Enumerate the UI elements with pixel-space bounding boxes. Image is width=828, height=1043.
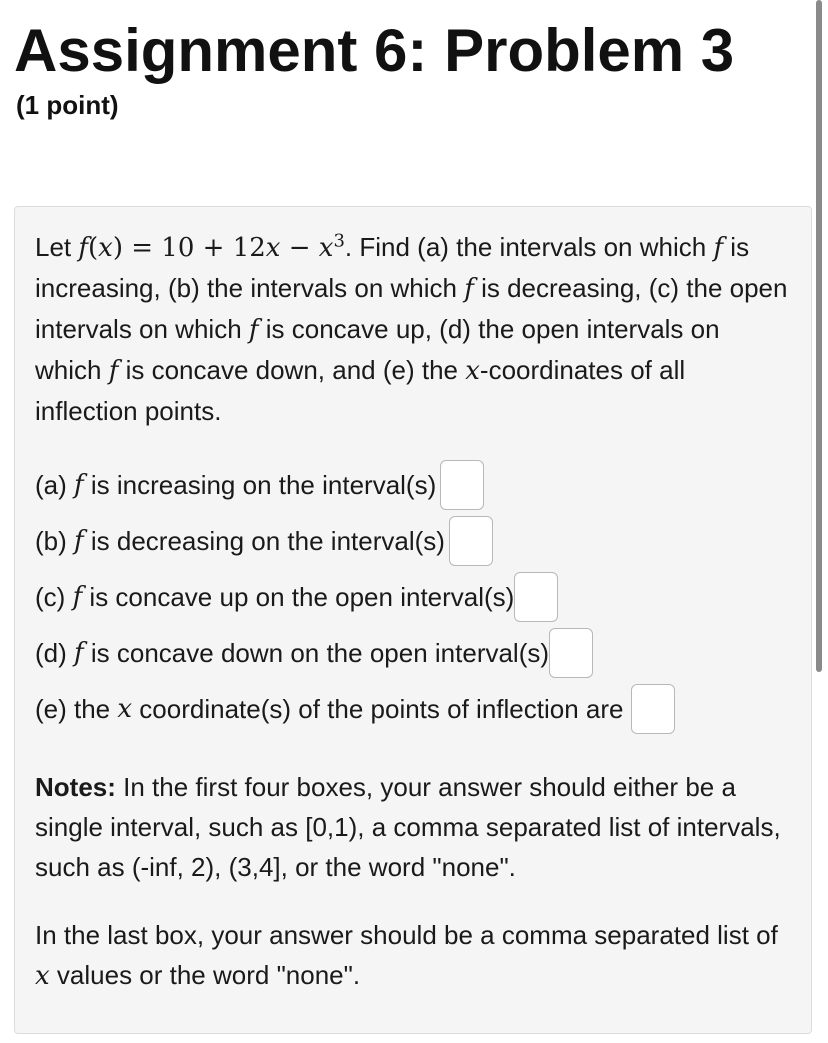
part-a-row [35,457,791,513]
f-symbol: f [248,315,259,345]
last-note-text-1: In the last box, your answer should be a comma separated list of [35,920,778,950]
notes-label: Notes: [35,772,116,802]
x-symbol: x [35,961,50,991]
f-symbol: f [74,470,84,500]
part-c-label: is concave up on the open interval(s) [89,582,515,612]
scrollbar[interactable] [816,0,822,672]
answer-input-e[interactable] [631,684,675,734]
part-b-label: is decreasing on the interval(s) [90,526,445,556]
part-a-prefix: (a) [35,470,67,500]
points-label: (1 point) [16,90,119,120]
intro-text-5: is concave down, and (e) the [125,355,458,385]
last-box-note [35,915,791,996]
answer-parts [35,457,791,737]
problem-statement [35,227,791,431]
part-a-label: is increasing on the interval(s) [90,470,437,500]
intro-let-text: Let [35,232,72,262]
f-symbol: f [74,638,84,668]
intro-text-4: is concave up, (d) the open intervals on which [35,314,720,385]
part-b-row [35,513,791,569]
intro-text-3: is decreasing, (c) the open intervals on which [35,273,788,344]
part-d-label: is concave down on the open interval(s) [90,638,550,668]
part-e-row [35,681,791,737]
intro-text-1: . Find (a) the intervals on which [344,232,707,262]
function-expression: $f(x) = 10 + 12x - x^3$ [78,230,345,263]
part-d-row [35,625,791,681]
part-c-row [35,569,791,625]
x-symbol: x [465,356,480,386]
page-title: Assignment 6: Problem 3 [14,17,735,84]
f-symbol: f [74,526,84,556]
intro-text-2: is increasing, (b) the intervals on which [35,232,750,303]
notes-text: In the first four boxes, your answer should either be a single interval, such as [0,1), a comma separated list of intervals, such as (-inf, 2), (3,4], or the word "none". [35,772,781,882]
f-symbol: f [108,356,119,386]
part-b-prefix: (b) [35,526,67,556]
answer-input-d[interactable] [549,628,593,678]
part-e-label: coordinate(s) of the points of inflection are [139,694,624,724]
notes-paragraph [35,767,791,887]
answer-input-c[interactable] [514,572,558,622]
part-c-prefix: (c) [35,582,66,612]
last-note-text-2: values or the word "none". [56,960,361,990]
part-e-prefix: (e) the [35,694,111,724]
part-d-prefix: (d) [35,638,67,668]
x-symbol: x [117,694,133,724]
problem-card [14,206,812,1034]
f-symbol: f [72,582,83,612]
answer-input-a[interactable] [440,460,484,510]
intro-text-6: -coordinates of all inflection points. [35,355,686,426]
f-symbol: f [464,274,474,304]
f-symbol: f [713,233,724,263]
answer-input-b[interactable] [449,516,493,566]
